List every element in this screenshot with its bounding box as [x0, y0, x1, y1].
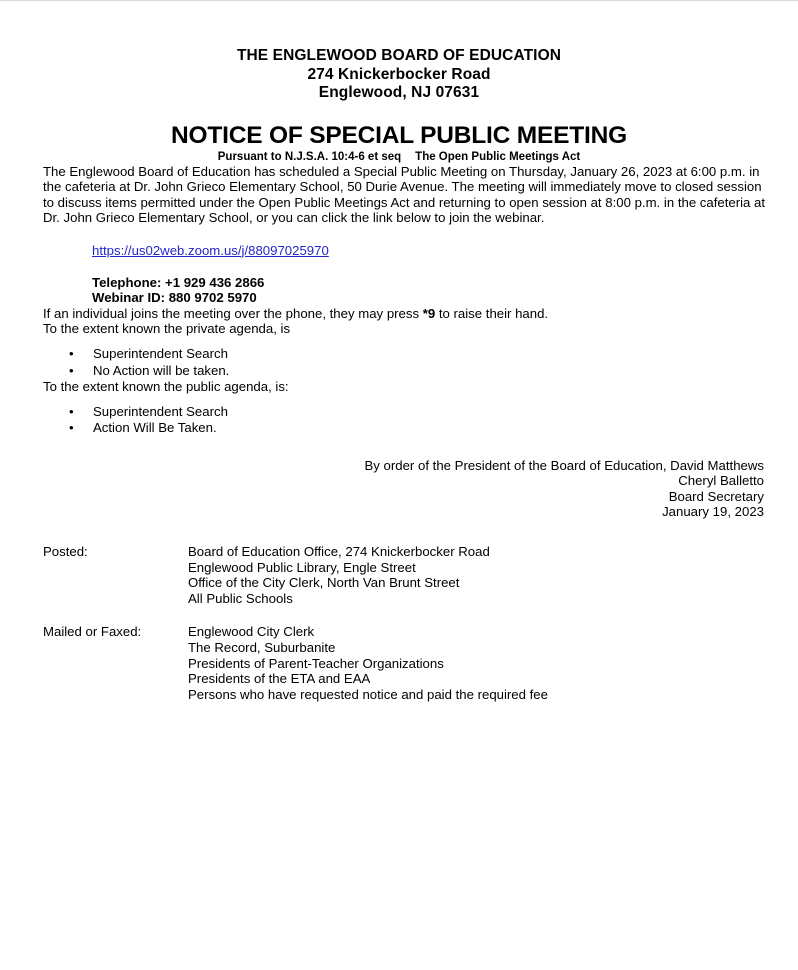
- distribution-label: Mailed or Faxed:: [43, 624, 142, 640]
- signature-date: January 19, 2023: [662, 504, 764, 520]
- list-item: [43, 404, 765, 421]
- distribution-row-posted: [43, 544, 765, 606]
- phone-raise-hand-note: [43, 306, 765, 322]
- subtitle-statute: Pursuant to N.J.S.A. 10:4-6 et seq: [217, 150, 402, 163]
- letterhead-street: 274 Knickerbocker Road: [307, 65, 491, 83]
- bullet-icon: •: [69, 362, 74, 378]
- list-item-label: Action Will Be Taken.: [93, 420, 217, 436]
- list-item: [43, 363, 765, 380]
- list-item: [43, 420, 765, 437]
- bullet-icon: •: [69, 403, 74, 419]
- distribution-value: Persons who have requested notice and paid the required fee: [188, 686, 548, 702]
- letterhead: [0, 0, 798, 103]
- private-agenda-list: [43, 346, 765, 379]
- document-body: [43, 164, 765, 703]
- list-item-label: No Action will be taken.: [93, 362, 230, 378]
- distribution-value: Board of Education Office, 274 Knickerbocker Road: [188, 544, 490, 560]
- webinar-link-row: [43, 242, 765, 260]
- distribution-value: Office of the City Clerk, North Van Brunt Street: [188, 575, 460, 591]
- distribution-value: Presidents of Parent-Teacher Organizations: [188, 655, 444, 671]
- distribution-value: Englewood Public Library, Engle Street: [188, 559, 416, 575]
- list-item: [43, 346, 765, 363]
- list-item-label: Superintendent Search: [93, 403, 228, 419]
- distribution-values: [188, 624, 548, 702]
- signature-title: Board Secretary: [668, 488, 764, 504]
- signature-name: Cheryl Balletto: [678, 473, 764, 489]
- distribution-value: The Record, Suburbanite: [188, 640, 336, 655]
- distribution-block: [43, 544, 765, 702]
- letterhead-city-state-zip: Englewood, NJ 07631: [318, 84, 480, 101]
- private-agenda-intro: To the extent known the private agenda, is: [43, 321, 291, 337]
- letterhead-organization: THE ENGLEWOOD BOARD OF EDUCATION: [236, 47, 562, 64]
- bullet-icon: •: [69, 346, 74, 362]
- page-title: NOTICE OF SPECIAL PUBLIC MEETING: [171, 121, 627, 149]
- distribution-value: Englewood City Clerk: [188, 624, 315, 640]
- title-subtitle: [0, 150, 798, 164]
- distribution-value: All Public Schools: [188, 590, 293, 606]
- lead-paragraph: The Englewood Board of Education has scheduled a Special Public Meeting on Thursday, January 26, 2023 at 6:00 p.m. in the cafeteria at Dr. John Grieco Elementary School, 50 Durie Avenue. The meeting will immediately move to closed session to discuss items permitted under the Open Public Meetings Act and returning to open session at 8:00 p.m. in the cafeteria at Dr. John Grieco Elementary School, or you can click the link below to join the webinar.: [43, 163, 766, 226]
- signature-order-line: By order of the President of the Board of Education, David Matthews: [364, 457, 764, 473]
- phone-note-before: If an individual joins the meeting over the phone, they may press: [43, 305, 423, 321]
- telephone-line: Telephone: +1 929 436 2866: [92, 274, 265, 290]
- distribution-row-mailed-or-faxed: [43, 624, 765, 702]
- public-agenda-list: [43, 404, 765, 437]
- bullet-icon: •: [69, 420, 74, 436]
- public-agenda-intro: To the extent known the public agenda, is:: [43, 379, 289, 395]
- webinar-id-line: Webinar ID: 880 9702 5970: [92, 290, 257, 306]
- subtitle-act: The Open Public Meetings Act: [415, 150, 581, 163]
- zoom-webinar-link[interactable]: https://us02web.zoom.us/j/88097025970: [92, 242, 329, 258]
- phone-note-after: to raise their hand.: [435, 305, 549, 321]
- phone-note-emphasis: *9: [422, 305, 436, 321]
- distribution-value: Presidents of the ETA and EAA: [188, 671, 371, 687]
- title-block: [0, 122, 798, 164]
- dial-in-details: [43, 275, 765, 306]
- distribution-label: Posted:: [43, 544, 88, 560]
- signature-block: [43, 458, 765, 520]
- list-item-label: Superintendent Search: [93, 346, 228, 362]
- distribution-values: [188, 544, 490, 606]
